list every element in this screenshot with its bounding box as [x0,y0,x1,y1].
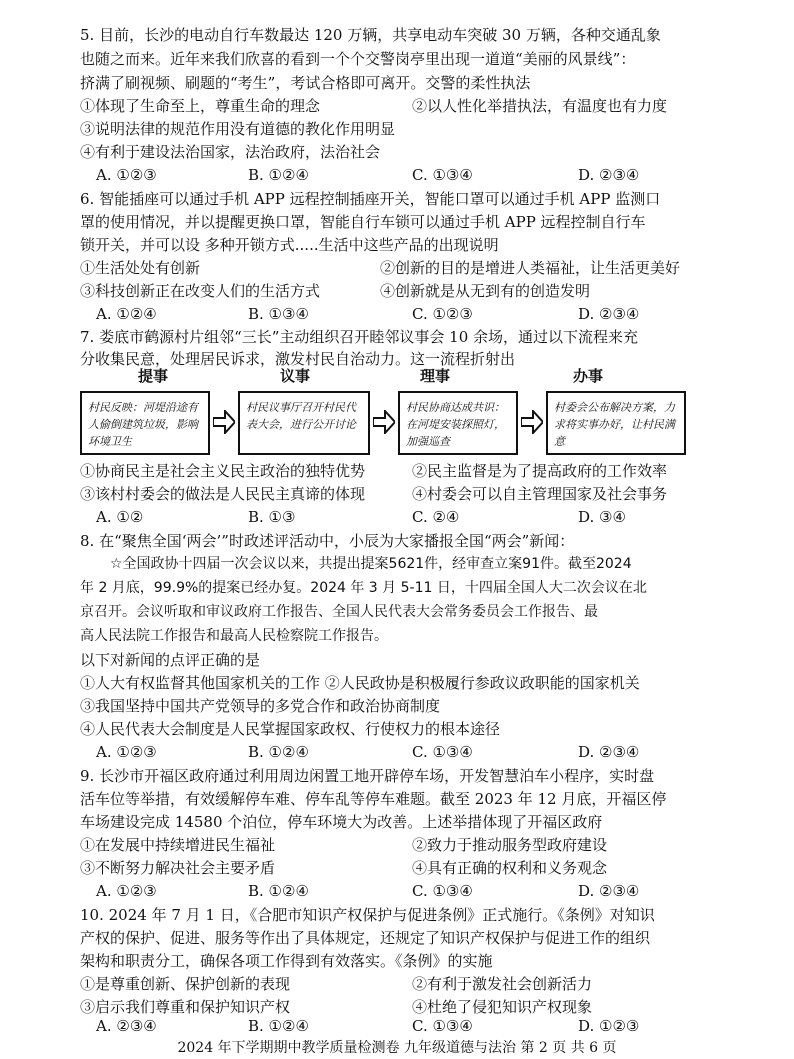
q8-item-3: ③我国坚持中国共产党领导的多党合作和政治协商制度 [80,697,441,715]
q7-process-flowchart [80,366,740,460]
flow-title-1: 提事 [138,367,169,385]
q9-stem-line-2: 活车位等举措，有效缓解停车难、停车乱等停车难题。截至 2023 年 12 月底，开福区停 [80,790,667,808]
q7-item-4: ④村委会可以自主管理国家及社会事务 [412,485,668,503]
q7-item-3: ③该村村委会的做法是人民民主真谛的体现 [80,485,366,503]
q7-item-2: ②民主监督是为了提高政府的工作效率 [412,462,668,480]
q8-news-line-3: 京召开。会议听取和审议政府工作报告、全国人民代表大会常务委员会工作报告、最 [80,604,598,620]
q10-choice-a: A. ②③④ [96,1017,157,1035]
q6-stem-line-1: 6. 智能插座可以通过手机 APP 远程控制插座开关，智能口罩可以通过手机 APP 监测口 [80,190,661,208]
q6-stem-line-3: 锁开关，并可以设 多种开锁方式.....生活中这些产品的出现说明 [80,236,499,254]
q9-stem-line-3: 车场建设完成 14580 个泊位，停车环境大为改善。上述举措体现了开福区政府 [80,813,603,831]
q9-item-1: ①在发展中持续增进民生福祉 [80,836,276,854]
q9-choice-b: B. ①②④ [248,882,309,900]
q10-item-1: ①是尊重创新、保护创新的表现 [80,975,291,993]
q5-item-3: ③说明法律的规范作用没有道德的教化作用明显 [80,120,396,138]
q6-item-1: ①生活处处有创新 [80,259,201,277]
q9-item-2: ②致力于推动服务型政府建设 [412,836,608,854]
flow-title-4: 办事 [573,367,604,385]
q8-choice-b: B. ①②④ [248,743,309,761]
q8-news-line-1: ☆全国政协十四届一次会议以来，共提出提案5621件，经审查立案91件。截至2024 [110,556,632,572]
arrow-right-icon [373,410,395,434]
q10-item-2: ②有利于激发社会创新活力 [412,975,593,993]
q10-choice-c: C. ①③④ [412,1017,473,1035]
q5-choice-a: A. ①②③ [96,166,157,184]
q7-stem-line-2: 分收集民意，处理居民诉求，激发村民自治动力。这一流程折射出 [80,350,516,368]
arrow-right-icon [521,410,543,434]
q8-stem: 8. 在“聚焦全国‘两会’”时政述评活动中，小辰为大家播报全国“两会”新闻： [80,532,575,550]
q5-item-4: ④有利于建设法治国家，法治政府，法治社会 [80,143,381,161]
q8-news-line-4: 高人民法院工作报告和最高人民检察院工作报告。 [80,628,388,644]
q6-choice-d: D. ②③④ [578,305,640,323]
q7-choice-b: B. ①③ [248,508,296,526]
q8-item-1-2: ①人大有权监督其他国家机关的工作 ②人民政协是积极履行参政议政职能的国家机关 [80,674,640,692]
q9-choice-d: D. ②③④ [578,882,640,900]
q10-item-4: ④杜绝了侵犯知识产权现象 [412,998,593,1016]
q10-stem-line-2: 产权的保护、促进、服务等作出了具体规定，还规定了知识产权保护与促进工作的组织 [80,929,651,947]
q6-item-2: ②创新的目的是增进人类福祉，让生活更美好 [380,259,681,277]
q5-stem-line-2: 也随之而来。近年来我们欣喜的看到一个个交警岗亭里出现一道道“美丽的风景线”： [80,50,636,68]
q6-choice-b: B. ①③④ [248,305,309,323]
q5-item-2: ②以人性化举措执法，有温度也有力度 [412,97,668,115]
q9-item-3: ③不断努力解决社会主要矛盾 [80,859,276,877]
page-footer: 2024 年下学期期中教学质量检测卷 九年级道德与法治 第 2 页 共 6 页 [177,1040,617,1056]
q5-stem-line-3: 挤满了刷视频、刷题的“考生”，考试合格即可离开。交警的柔性执法 [80,74,531,92]
q9-choice-c: C. ①③④ [412,882,473,900]
flow-box-3: 村民协商达成共识：在河堤安装探照灯，加强巡查 [398,391,518,455]
q6-choice-a: A. ①②④ [96,305,157,323]
q9-stem-line-1: 9. 长沙市开福区政府通过利用周边闲置工地开辟停车场，开发智慧泊车小程序，实时盘 [80,767,655,785]
q5-choice-d: D. ②③④ [578,166,640,184]
q10-choice-b: B. ①②④ [248,1017,309,1035]
q10-item-3: ③启示我们尊重和保护知识产权 [80,998,291,1016]
q10-stem-line-1: 10. 2024 年 7 月 1 日，《合肥市知识产权保护与促进条例》正式施行。《条例》对知识 [80,906,655,924]
q10-stem-line-3: 架构和职责分工，确保各项工作得到有效落实。《条例》的实施 [80,952,493,970]
q6-item-4: ④创新就是从无到有的创造发明 [380,282,591,300]
q8-prompt: 以下对新闻的点评正确的是 [80,651,261,669]
q7-choice-a: A. ①② [96,508,144,526]
q5-item-1: ①体现了生命至上，尊重生命的理念 [80,97,321,115]
q5-stem-line-1: 5. 目前，长沙的电动自行车数最达 120 万辆，共享电动车突破 30 万辆，各种交通乱象 [80,26,661,44]
arrow-right-icon [213,410,235,434]
q8-choice-a: A. ①②③ [96,743,157,761]
q9-choice-a: A. ①②③ [96,882,157,900]
flow-title-3: 理事 [420,367,451,385]
flow-box-2: 村民议事厅召开村民代表大会，进行公开讨论 [238,391,370,455]
q7-item-1: ①协商民主是社会主义民主政治的独特优势 [80,462,366,480]
q7-choice-d: D. ③④ [578,508,626,526]
q6-choice-c: C. ①②③ [412,305,473,323]
flow-title-2: 议事 [280,367,311,385]
q9-item-4: ④具有正确的权利和义务观念 [412,859,608,877]
q7-choice-c: C. ②④ [412,508,460,526]
flow-box-1: 村民反映：河堤沿途有人偷倒建筑垃圾，影响环境卫生 [80,391,210,455]
q8-item-4: ④人民代表大会制度是人民掌握国家政权、行使权力的根本途径 [80,720,501,738]
q8-choice-d: D. ②③④ [578,743,640,761]
q6-stem-line-2: 罩的使用情况，并以提醒更换口罩，智能自行车锁可以通过手机 APP 远程控制自行车 [80,213,646,231]
q10-choice-d: D. ①②③ [578,1017,640,1035]
q5-choice-c: C. ①③④ [412,166,473,184]
q8-news-line-2: 年 2 月底，99.9%的提案已经办复。2024 年 3 月 5-11 日，十四届全国人大二次会议在北 [80,580,647,596]
q8-choice-c: C. ①③④ [412,743,473,761]
q5-choice-b: B. ①②④ [248,166,309,184]
flow-box-4: 村委会公布解决方案，力求将实事办好，让村民满意 [546,391,686,455]
q6-item-3: ③科技创新正在改变人们的生活方式 [80,282,321,300]
q7-stem-line-1: 7. 娄底市鹤源村片组邻“三长”主动组织召开睦邻议事会 10 余场，通过以下流程来充 [80,328,639,346]
